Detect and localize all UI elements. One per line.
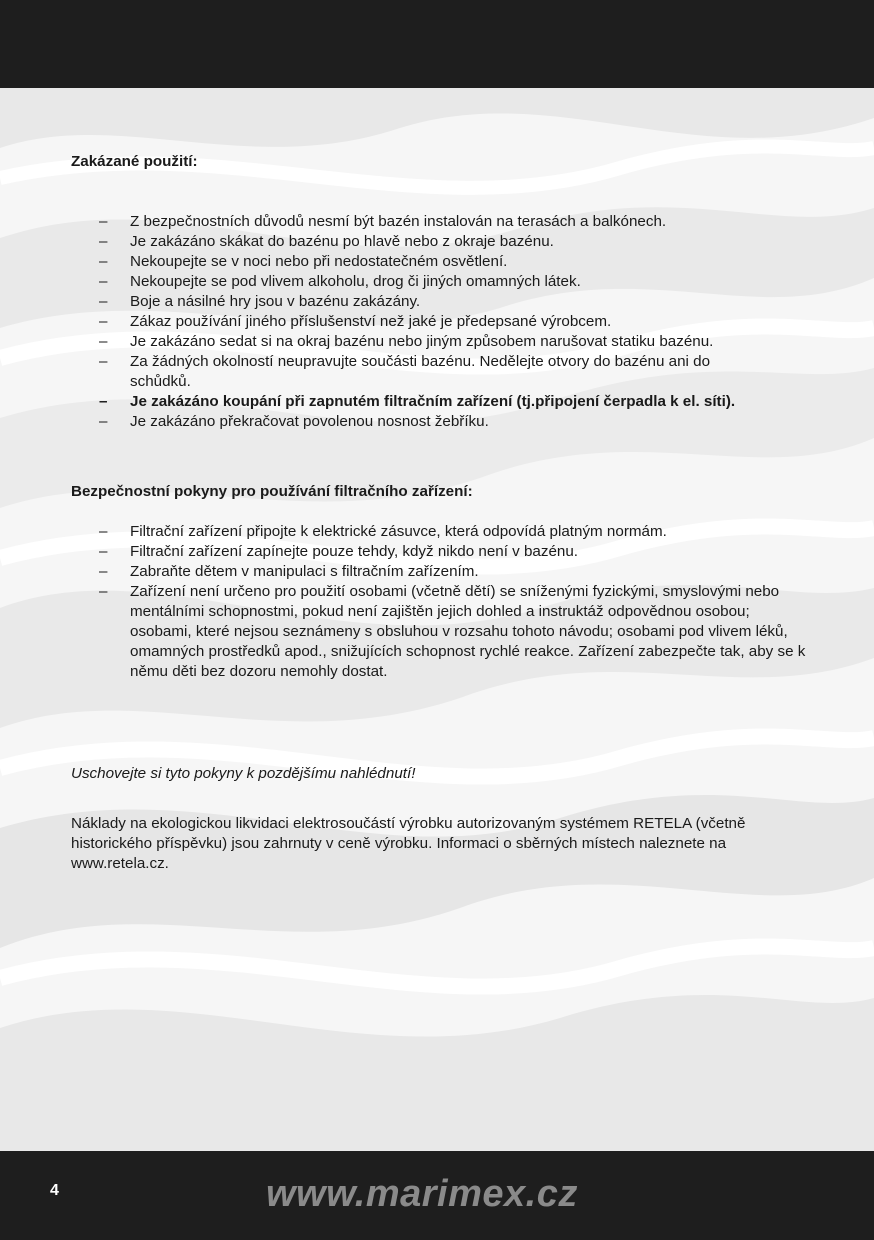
list-item: – Zákaz používání jiného příslušenství než jaké je předepsané výrobcem. — [71, 312, 811, 332]
prohibited-list — [71, 212, 811, 432]
list-item: – Boje a násilné hry jsou v bazénu zakázány. — [71, 292, 811, 312]
prohibited-heading: Zakázané použití: — [71, 153, 198, 170]
page-number: 4 — [50, 1182, 59, 1199]
list-item: – Zařízení není určeno pro použití osobami (včetně dětí) se sníženými fyzickými, smyslovými nebo mentálními schopnostmi, pokud není zajištěn jejich dohled a instruktáž odpovědnou osobou; osobami, které nejsou seznámeny s obsluhou v rozsahu tohoto návodu; osobami pod vlivem léků, omamných prostředků apod., snižujících schopnost rychlé reakce. Zařízení zabezpečte tak, aby se k němu děti bez dozoru nemohly dostat. — [71, 582, 806, 682]
filtration-list — [71, 522, 811, 682]
list-item: – Nekoupejte se v noci nebo při nedostatečném osvětlení. — [71, 252, 811, 272]
filtration-heading: Bezpečnostní pokyny pro používání filtračního zařízení: — [71, 483, 473, 500]
list-item: – Je zakázáno sedat si na okraj bazénu nebo jiným způsobem narušovat statiku bazénu. — [71, 332, 811, 352]
recycling-paragraph: Náklady na ekologickou likvidaci elektrosoučástí výrobku autorizovaným systémem RETELA (včetně historického příspěvku) jsou zahrnuty v ceně výrobku. Informaci o sběrných místech naleznete na www.retela.cz. — [71, 815, 746, 872]
list-item: – Zabraňte dětem v manipulaci s filtračním zařízením. — [71, 562, 811, 582]
list-item: – Filtrační zařízení připojte k elektrické zásuvce, která odpovídá platným normám. — [71, 522, 811, 542]
instructions-content — [71, 152, 811, 874]
list-item: – Za žádných okolností neupravujte součásti bazénu. Nedělejte otvory do bazénu ani do schůdků. — [71, 352, 750, 392]
website-link[interactable]: www.marimex.cz — [266, 1173, 578, 1215]
list-item: – Je zakázáno skákat do bazénu po hlavě nebo z okraje bazénu. — [71, 232, 811, 252]
list-item: – Je zakázáno překračovat povolenou nosnost žebříku. — [71, 412, 811, 432]
list-item: – Filtrační zařízení zapínejte pouze tehdy, když nikdo není v bazénu. — [71, 542, 811, 562]
list-item: – Nekoupejte se pod vlivem alkoholu, drog či jiných omamných látek. — [71, 272, 811, 292]
list-item-warning: – Je zakázáno koupání při zapnutém filtračním zařízení (tj.připojení čerpadla k el. síti). — [71, 392, 811, 412]
keep-instructions-note: Uschovejte si tyto pokyny k pozdějšímu nahlédnutí! — [71, 765, 416, 782]
list-item: – Z bezpečnostních důvodů nesmí být bazén instalován na terasách a balkónech. — [71, 212, 811, 232]
header-bar — [0, 0, 874, 88]
